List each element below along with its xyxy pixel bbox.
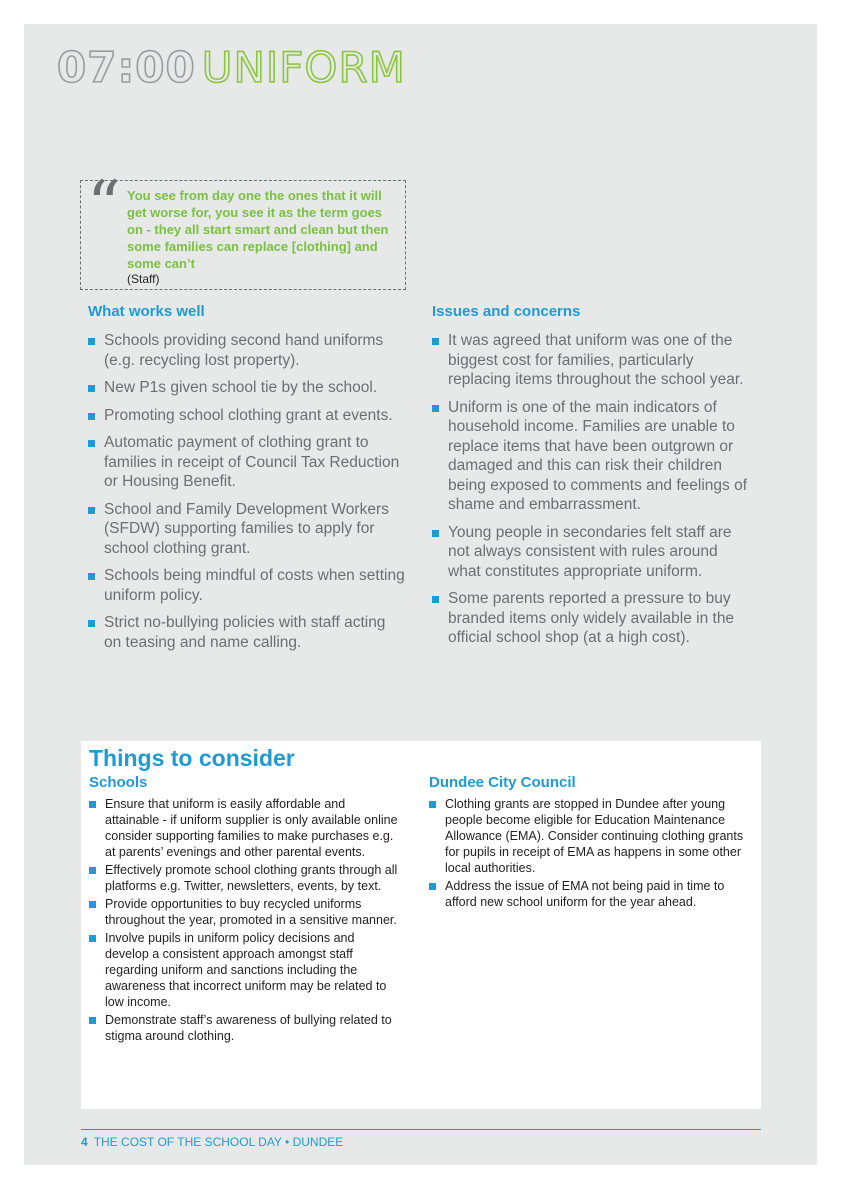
bullet-square-icon	[88, 507, 95, 514]
list-item: Clothing grants are stopped in Dundee after young people become eligible for Education Maintenance Allowance (EMA). Consider continuing clothing grants for pupils in receipt of EMA as happens in some other local authorities.	[429, 796, 759, 876]
bullet-square-icon	[89, 901, 96, 908]
things-to-consider-panel	[81, 741, 761, 1109]
bullet-square-icon	[88, 620, 95, 627]
list-item: Young people in secondaries felt staff are not always consistent with rules around what constitutes appropriate uniform.	[432, 523, 752, 582]
footer-divider	[81, 1129, 761, 1130]
quote-mark-icon: “	[87, 167, 121, 244]
consider-title: Things to consider	[89, 745, 295, 771]
schools-list	[89, 796, 401, 1046]
list-item: It was agreed that uniform was one of the biggest cost for families, particularly replacing items throughout the school year.	[432, 331, 752, 390]
page-title	[57, 44, 406, 92]
bullet-square-icon	[429, 883, 436, 890]
list-item: School and Family Development Workers (SFDW) supporting families to apply for school clothing grant.	[88, 500, 406, 559]
bullet-square-icon	[89, 867, 96, 874]
list-item: Promoting school clothing grant at events.	[88, 406, 406, 426]
list-item: Involve pupils in uniform policy decisions and develop a consistent approach amongst staff regarding uniform and sanctions including the awareness that incorrect uniform may be related to low income.	[89, 930, 401, 1010]
council-heading: Dundee City Council	[429, 774, 576, 791]
council-list	[429, 796, 759, 912]
bullet-square-icon	[88, 413, 95, 420]
bullet-square-icon	[89, 1017, 96, 1024]
list-item: Provide opportunities to buy recycled uniforms throughout the year, promoted in a sensitive manner.	[89, 896, 401, 928]
list-item: Ensure that uniform is easily affordable and attainable - if uniform supplier is only available online consider supporting families to make purchases e.g. at parents’ evenings and other parental events.	[89, 796, 401, 860]
list-item: Demonstrate staff’s awareness of bullying related to stigma around clothing.	[89, 1012, 401, 1044]
list-item: Schools being mindful of costs when setting uniform policy.	[88, 566, 406, 605]
bullet-square-icon	[432, 405, 439, 412]
quote-attribution: (Staff)	[127, 272, 160, 286]
list-item: Effectively promote school clothing grants through all platforms e.g. Twitter, newsletters, events, by text.	[89, 862, 401, 894]
list-item: Some parents reported a pressure to buy branded items only widely available in the official school shop (at a high cost).	[432, 589, 752, 648]
works-well-heading: What works well	[88, 303, 205, 320]
title-word: UNIFORM	[201, 43, 406, 92]
quote-text: You see from day one the ones that it will get worse for, you see it as the term goes on - they all start smart and clean but then some families can replace [clothing] and some can’t	[127, 188, 389, 271]
bullet-square-icon	[88, 385, 95, 392]
list-item: New P1s given school tie by the school.	[88, 378, 406, 398]
title-time: 07:00	[57, 43, 196, 92]
list-item: Uniform is one of the main indicators of household income. Families are unable to replace items that have been outgrown or damaged and this can risk their children being exposed to comments and feelings of shame and embarrassment.	[432, 398, 752, 515]
list-item: Schools providing second hand uniforms (e.g. recycling lost property).	[88, 331, 406, 370]
list-item: Address the issue of EMA not being paid in time to afford new school uniform for the year ahead.	[429, 878, 759, 910]
bullet-square-icon	[89, 801, 96, 808]
bullet-square-icon	[88, 338, 95, 345]
works-well-list	[88, 331, 406, 660]
bullet-square-icon	[432, 530, 439, 537]
bullet-square-icon	[429, 801, 436, 808]
schools-heading: Schools	[89, 774, 148, 791]
list-item: Automatic payment of clothing grant to families in receipt of Council Tax Reduction or Housing Benefit.	[88, 433, 406, 492]
bullet-square-icon	[88, 573, 95, 580]
issues-heading: Issues and concerns	[432, 303, 581, 320]
page-number: 4	[81, 1135, 88, 1149]
bullet-square-icon	[432, 596, 439, 603]
bullet-square-icon	[89, 935, 96, 942]
bullet-square-icon	[88, 440, 95, 447]
staff-quote-box	[80, 167, 406, 290]
footer-text: THE COST OF THE SCHOOL DAY • DUNDEE	[93, 1135, 344, 1149]
bullet-square-icon	[432, 338, 439, 345]
page-footer	[81, 1135, 343, 1149]
issues-list	[432, 331, 752, 656]
list-item: Strict no-bullying policies with staff acting on teasing and name calling.	[88, 613, 406, 652]
